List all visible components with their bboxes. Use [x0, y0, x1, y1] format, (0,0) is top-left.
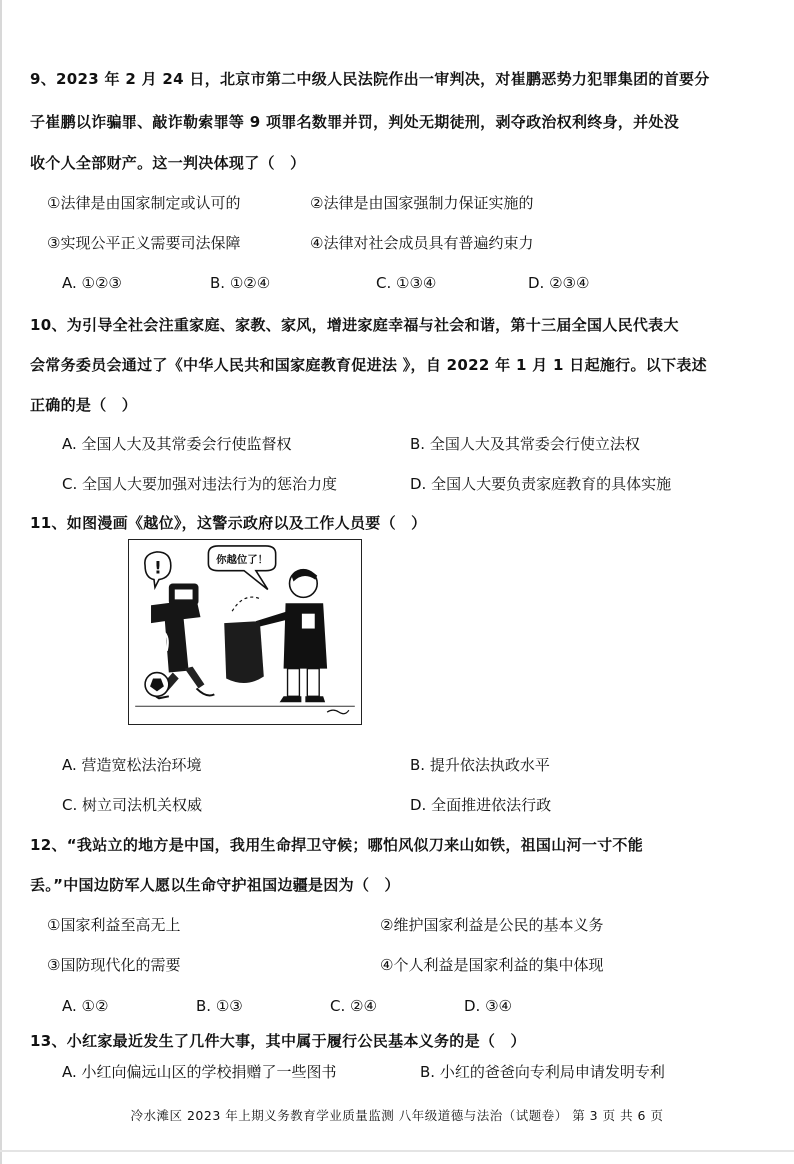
- scan-edge: [0, 0, 2, 1164]
- q12-text-line1: 12、“我站立的地方是中国，我用生命捍卫守候；哪怕风似刀来山如铁，祖国山河一寸不能: [30, 836, 644, 854]
- q12-option-a: A. ①②: [62, 997, 109, 1015]
- q9-option-d: D. ②③④: [528, 274, 590, 292]
- exclamation-bubble-icon: [145, 552, 171, 588]
- q12-statement-3: ③国防现代化的需要: [47, 956, 181, 974]
- q11-option-b: B. 提升依法执政水平: [410, 756, 550, 774]
- exclamation-mark: !: [154, 557, 162, 578]
- q11-text-line1: 11、如图漫画《越位》，这警示政府以及工作人员要（ ）: [30, 514, 427, 532]
- offside-flag-icon: [224, 597, 264, 683]
- q9-statement-4: ④法律对社会成员具有普遍约束力: [310, 234, 534, 252]
- q9-statement-3: ③实现公平正义需要司法保障: [47, 234, 241, 252]
- q11-option-d: D. 全面推进依法行政: [410, 796, 552, 814]
- q10-text-line3: 正确的是（ ）: [30, 396, 138, 414]
- q13-option-b: B. 小红的爸爸向专利局申请发明专利: [420, 1063, 665, 1081]
- scan-bottom-edge: [0, 1150, 794, 1152]
- q9-text-line2: 子崔鹏以诈骗罪、敲诈勒索罪等 9 项罪名数罪并罚，判处无期徒刑，剥夺政治权利终身，并处没: [30, 113, 680, 131]
- q10-option-c: C. 全国人大要加强对违法行为的惩治力度: [62, 475, 338, 493]
- q10-option-a: A. 全国人大及其常委会行使监督权: [62, 435, 292, 453]
- q9-statement-2: ②法律是由国家强制力保证实施的: [310, 194, 534, 212]
- q10-option-b: B. 全国人大及其常委会行使立法权: [410, 435, 640, 453]
- speech-text: 你越位了！: [216, 553, 268, 566]
- q11-option-c: C. 树立司法机关权威: [62, 796, 203, 814]
- page-footer: 冷水滩区 2023 年上期义务教育学业质量监测 八年级道德与法治（试题卷） 第 3 页 共 6 页: [130, 1108, 664, 1123]
- q12-statement-1: ①国家利益至高无上: [47, 916, 181, 934]
- q9-text-line3: 收个人全部财产。这一判决体现了（ ）: [30, 154, 306, 172]
- q13-text-line1: 13、小红家最近发生了几件大事，其中属于履行公民基本义务的是（ ）: [30, 1032, 526, 1050]
- q12-option-b: B. ①③: [196, 997, 243, 1015]
- referee-figure: [256, 570, 327, 703]
- q9-option-a: A. ①②③: [62, 274, 122, 292]
- q11-option-a: A. 营造宽松法治环境: [62, 756, 202, 774]
- q10-option-d: D. 全国人大要负责家庭教育的具体实施: [410, 475, 672, 493]
- cartoon-drawing: [129, 540, 361, 724]
- q12-statement-4: ④个人利益是国家利益的集中体现: [380, 956, 604, 974]
- q12-option-c: C. ②④: [330, 997, 377, 1015]
- q9-option-b: B. ①②④: [210, 274, 271, 292]
- q12-statement-2: ②维护国家利益是公民的基本义务: [380, 916, 604, 934]
- q13-option-a: A. 小红向偏远山区的学校捐赠了一些图书: [62, 1063, 337, 1081]
- q10-text-line2: 会常务委员会通过了《中华人民共和国家庭教育促进法 》，自 2022 年 1 月 1 日起施行。以下表述: [30, 356, 707, 374]
- offside-cartoon: [128, 539, 362, 725]
- q12-option-d: D. ③④: [464, 997, 512, 1015]
- q12-text-line2: 丢。”中国边防军人愿以生命守护祖国边疆是因为（ ）: [30, 876, 400, 894]
- soccer-ball-icon: [145, 673, 169, 697]
- speech-bubble: [208, 546, 275, 590]
- q9-option-c: C. ①③④: [376, 274, 437, 292]
- q9-text-line1: 9、2023 年 2 月 24 日，北京市第二中级人民法院作出一审判决，对崔鹏恶势力犯罪集团的首要分: [30, 70, 710, 88]
- q10-text-line1: 10、为引导全社会注重家庭、家教、家风，增进家庭幸福与社会和谐，第十三届全国人民代表大: [30, 316, 679, 334]
- q9-statement-1: ①法律是由国家制定或认可的: [47, 194, 241, 212]
